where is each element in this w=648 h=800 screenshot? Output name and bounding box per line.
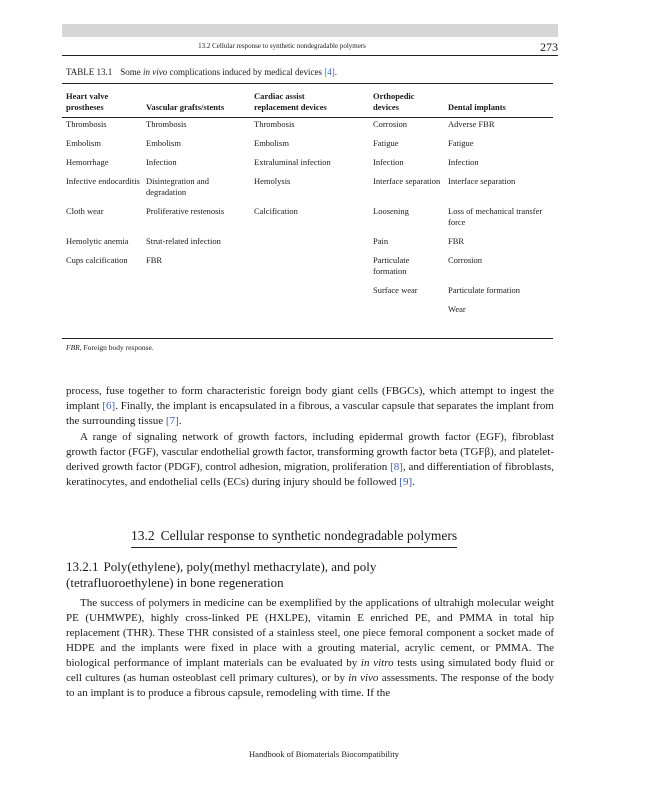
complications-table: [62, 86, 553, 320]
caption-text-end: .: [334, 67, 337, 77]
column-header: Cardiac assist replacement devices: [254, 91, 327, 112]
caption-italic: in vivo: [143, 67, 168, 77]
body-paragraph: The success of polymers in medicine can be exemplified by the applications of ultrahigh molecular weight PE (UHMWPE), highly cross-linked PE (HXLPE), vitamin E enriched PE, and PMMA in total hip replacement (THR). These THR consisted of a stainless steel, one piece femoral component a socket made of HDPE and the implants were fixed in place with a grouting material, acrylic cement, or PMMA. The biological performance of implant materials can be evaluated by in vitro tests using simulated body fluid or cell cultures (as human osteoblast cell primary cultures), or by in vivo assessments. The response of the body to an implant is to produce a fibrous capsule, remodeling with time. If the: [66, 597, 554, 699]
table-cell: Extraluminal infection: [254, 157, 331, 167]
table-label: TABLE 13.1: [66, 67, 113, 77]
section-number: 13.2: [131, 528, 155, 543]
table-cell: Disintegration and degradation: [146, 176, 210, 197]
table-cell: Fatigue: [373, 138, 399, 148]
table-cell: Wear: [448, 304, 466, 314]
table-cell: Adverse FBR: [448, 119, 495, 129]
table-cell: [369, 301, 444, 320]
header-bar: [62, 24, 558, 37]
table-cell: Embolism: [66, 138, 101, 148]
table-cell: Embolism: [254, 138, 289, 148]
running-head: [62, 40, 558, 54]
table-bottom-rule: [62, 338, 553, 339]
table-cell: [250, 233, 369, 252]
table-cell: FBR: [448, 236, 465, 246]
table-cell: Hemolysis: [254, 176, 291, 186]
column-header: Dental implants: [448, 102, 506, 112]
table-cell: Infective endocarditis: [66, 176, 140, 186]
table-cell: Strut-related infection: [146, 236, 221, 246]
table-cell: Interface separation: [448, 176, 516, 186]
table-row: [62, 116, 553, 135]
table-cell: [250, 252, 369, 282]
table-cell: [62, 282, 142, 301]
table-cell: Hemorrhage: [66, 157, 109, 167]
page-footer: Handbook of Biomaterials Biocompatibility: [249, 749, 399, 759]
table-row: [62, 154, 553, 173]
table-cell: Particulate formation: [448, 285, 520, 295]
table-cell: Calcification: [254, 206, 298, 216]
body-paragraph: A range of signaling network of growth factors, including epidermal growth factor (EGF), fibroblast growth factor (FGF), vascular endothelial growth factor, transforming growth factor beta (TGFβ), and platelet-derived growth factor (PDGF), control adhesion, migration, proliferation [8], and differentiation of fibroblasts, keratinocytes, and endothelial cells (ECs) during injury should be followed [9].: [66, 431, 554, 488]
citation-link[interactable]: [7]: [165, 415, 179, 427]
column-header: Heart valve prostheses: [66, 91, 109, 112]
section-title: Cellular response to synthetic nondegradable polymers: [160, 528, 458, 543]
body-paragraph: process, fuse together to form characteristic foreign body giant cells (FBGCs), which attempt to ingest the implant [6]. Finally, the implant is encapsulated in a fibrous, a vascular capsule that separates the implant from the surrounding tissue [7].: [66, 385, 554, 427]
table-cell: Corrosion: [373, 119, 407, 129]
citation-link[interactable]: [9]: [399, 476, 413, 488]
table-cell: Fatigue: [448, 138, 474, 148]
table-cell: Particulate formation: [373, 255, 410, 276]
table-cell: [142, 282, 250, 301]
table-cell: Thrombosis: [66, 119, 107, 129]
table-cell: [250, 282, 369, 301]
table-row: [62, 233, 553, 252]
table-top-rule: [62, 83, 553, 84]
running-title: 13.2 Cellular response to synthetic nondegradable polymers: [198, 42, 366, 50]
citation-link[interactable]: [8]: [390, 461, 403, 473]
table-cell: Thrombosis: [254, 119, 295, 129]
table-cell: Loosening: [373, 206, 409, 216]
table-cell: Cups calcification: [66, 255, 128, 265]
table-cell: Infection: [448, 157, 479, 167]
footnote-abbreviation: FBR,: [66, 343, 82, 352]
caption-text-start: Some: [120, 67, 144, 77]
caption-text-mid: complications induced by medical devices: [167, 67, 325, 77]
table-row: [62, 282, 553, 301]
subsection-title-line1: Poly(ethylene), poly(methyl methacrylate), and poly: [103, 559, 377, 574]
table-cell: [250, 301, 369, 320]
footnote-text: Foreign body response.: [81, 343, 154, 352]
table-cell: Thrombosis: [146, 119, 187, 129]
table-cell: Interface separation: [373, 176, 441, 186]
table-row: [62, 252, 553, 282]
citation-link[interactable]: [4]: [324, 67, 335, 77]
subsection-heading: [66, 559, 376, 591]
header-rule: [62, 55, 558, 56]
citation-link[interactable]: [6]: [102, 400, 116, 412]
page-number: 273: [540, 40, 558, 54]
subsection-title-line2: (tetrafluoroethylene) in bone regeneration: [66, 575, 284, 590]
table-row: [62, 301, 553, 320]
column-header: Vascular grafts/stents: [146, 102, 225, 112]
table-cell: Hemolytic anemia: [66, 236, 129, 246]
table-row: [62, 203, 553, 233]
table-cell: Infection: [146, 157, 177, 167]
table-cell: Proliferative restenosis: [146, 206, 225, 216]
table-cell: [142, 301, 250, 320]
column-header: Orthopedic devices: [373, 91, 415, 112]
table-cell: Loss of mechanical transfer force: [448, 206, 543, 227]
section-heading: [131, 528, 457, 548]
table-footnote: [66, 343, 154, 352]
table-cell: Cloth wear: [66, 206, 104, 216]
table-row: [62, 135, 553, 154]
table-row: [62, 173, 553, 203]
table-cell: Surface wear: [373, 285, 418, 295]
table-cell: Infection: [373, 157, 404, 167]
table-header-row: [62, 86, 553, 116]
table-cell: Corrosion: [448, 255, 482, 265]
table-caption: [66, 67, 337, 77]
subsection-number: 13.2.1: [66, 559, 99, 574]
table-cell: [62, 301, 142, 320]
table-cell: Embolism: [146, 138, 181, 148]
table-cell: Pain: [373, 236, 389, 246]
table-cell: FBR: [146, 255, 163, 265]
